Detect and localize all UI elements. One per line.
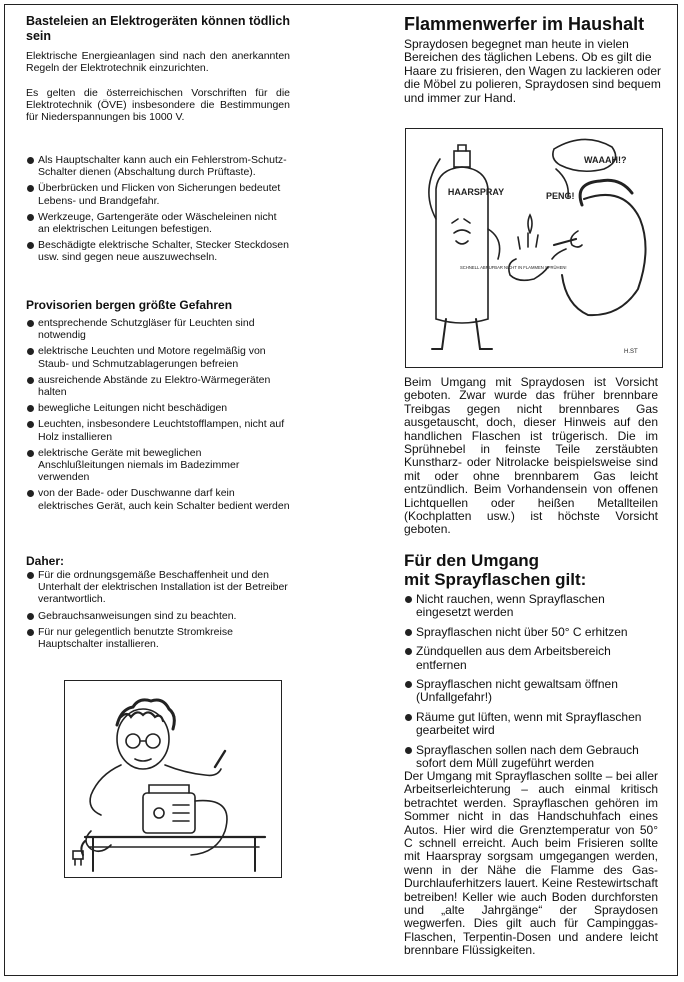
list-item: Werkzeuge, Gartengeräte oder Wäscheleinen nicht an elektrischen Leitungen befestigen. — [26, 211, 290, 235]
list-item: Gebrauchsanweisungen sind zu beachten. — [26, 610, 290, 622]
list-item: Sprayflaschen nicht über 50° C erhitzen — [404, 626, 658, 639]
spray-paragraph-2: Der Umgang mit Sprayflaschen sollte – bei aller Arbeitserleichterung – auch einmal kritisch betrachtet werden. Sprayflaschen gehören im Sommer nicht in das Handschuhfach eines Autos. Hier wird die Grenztemperatur von 50° C schnell erreicht. Auch beim Frisieren sollte mit Haarspray sorgsam umgegangen werden, wenn in der Nähe die Flamme des Gas-Durchlauferhitzers lauert. Keine Restewirtschaft betreiben! Keller wie auch Boden durchforsten und „alte Jahrgänge“ der Spraydosen wegwerfen. Dies gilt auch für Campinggas-Flaschen, Terpentin-Dosen und andere leicht brennbare Flüssigkeiten. — [404, 769, 658, 958]
bubble-text-2: PENG! — [546, 191, 575, 201]
heading-umgang-line2: mit Sprayflaschen gilt: — [404, 570, 587, 589]
spray-paragraph-1: Beim Umgang mit Spraydosen ist Vorsicht geboten. Zwar wurde das früher brennbare Treibgas gegen nicht brennbares Gas ausgetauscht, doch, dieser Hinweis auf den handlichen Flaschen ist trügerisch. Die im Sprühnebel in feinste Teile zerstäubten Kunstharz- oder Nitrolacke beispielsweise sind mit oder ohne brennbarem Gas leicht entzündlich. Beim Vorhandensein von offenen Lichtquellen oder heißen Metallteilen (Kochplatten usw.) ist höchste Vorsicht geboten. — [404, 375, 658, 537]
list-item: Zündquellen aus dem Arbeitsbereich entfernen — [404, 645, 658, 672]
heading-flammenwerfer: Flammenwerfer im Haushalt — [404, 14, 645, 34]
list-item: von der Bade- oder Duschwanne darf kein elektrisches Gerät, auch kein Schalter bedient werden — [26, 487, 290, 511]
bullet-list-2 — [26, 317, 290, 512]
intro-paragraph-1: Elektrische Energieanlagen sind nach den anerkannten Regeln der Elektrotechnik einzurichten. — [26, 50, 290, 75]
intro-paragraph-2: Es gelten die österreichischen Vorschriften für die Elektrotechnik (ÖVE) insbesondere die Bestimmungen für Niederspannungen bis 1000 V. — [26, 87, 290, 124]
spray-cartoon-drawing — [406, 129, 662, 367]
list-item: Nicht rauchen, wenn Sprayflaschen eingesetzt werden — [404, 593, 658, 620]
can-label: HAARSPRAY — [447, 187, 505, 197]
list-item: Sprayflaschen nicht gewaltsam öffnen (Unfallgefahr!) — [404, 678, 658, 705]
spray-bullet-list — [404, 593, 658, 770]
bullet-list-3 — [26, 569, 290, 650]
intro-paragraph: Spraydosen begegnet man heute in vielen Bereichen des täglichen Lebens. Ob es gilt die Haare zu frisieren, den Wagen zu lackieren oder die Möbel zu polieren, Spraydosen sind bequem und immer zur Hand. — [404, 37, 662, 105]
list-item: ausreichende Abstände zu Elektro-Wärmegeräten halten — [26, 374, 290, 398]
bubble-text-1: WAAAH!? — [584, 155, 627, 165]
bullet-list-1 — [26, 154, 290, 264]
list-item: Räume gut lüften, wenn mit Sprayflaschen gearbeitet wird — [404, 711, 658, 738]
heading-daher: Daher: — [26, 554, 65, 568]
heading-provisorien: Provisorien bergen größte Gefahren — [26, 298, 233, 312]
list-item: entsprechende Schutzgläser für Leuchten sind notwendig — [26, 317, 290, 341]
list-item: Für nur gelegentlich benutzte Stromkreise Hauptschalter installieren. — [26, 626, 290, 650]
list-item: Für die ordnungsgemäße Beschaffenheit und den Unterhalt der elektrischen Installation ist der Betreiber verantwortlich. — [26, 569, 290, 606]
heading-electric: Basteleien an Elektrogeräten können tödlich sein — [26, 14, 290, 43]
list-item: Überbrücken und Flicken von Sicherungen bedeutet Lebens- und Brandgefahr. — [26, 182, 290, 206]
repair-cartoon-drawing — [65, 681, 281, 877]
list-item: Als Hauptschalter kann auch ein Fehlerstrom-Schutz-Schalter dienen (Abschaltung durch Prüftaste). — [26, 154, 290, 178]
heading-umgang-line1: Für den Umgang — [404, 551, 540, 570]
artist-signature: H.ST — [624, 349, 638, 355]
list-item: elektrische Geräte mit beweglichen Anschlußleitungen niemals im Badezimmer verwenden — [26, 447, 290, 484]
spray-can-illustration — [405, 128, 663, 368]
can-small-text: SCHNELL ABRUFBAR NICHT IN FLAMMEN SPRÜHEN! — [460, 265, 567, 270]
list-item: bewegliche Leitungen nicht beschädigen — [26, 402, 290, 414]
list-item: elektrische Leuchten und Motore regelmäßig von Staub- und Schmutzablagerungen befreien — [26, 345, 290, 369]
list-item: Sprayflaschen sollen nach dem Gebrauch sofort dem Müll zugeführt werden — [404, 744, 658, 771]
list-item: Beschädigte elektrische Schalter, Stecker Steckdosen usw. sind gegen neue auszuwechseln. — [26, 239, 290, 263]
list-item: Leuchten, insbesondere Leuchtstofflampen, nicht auf Holz installieren — [26, 418, 290, 442]
electric-repair-illustration — [64, 680, 282, 878]
